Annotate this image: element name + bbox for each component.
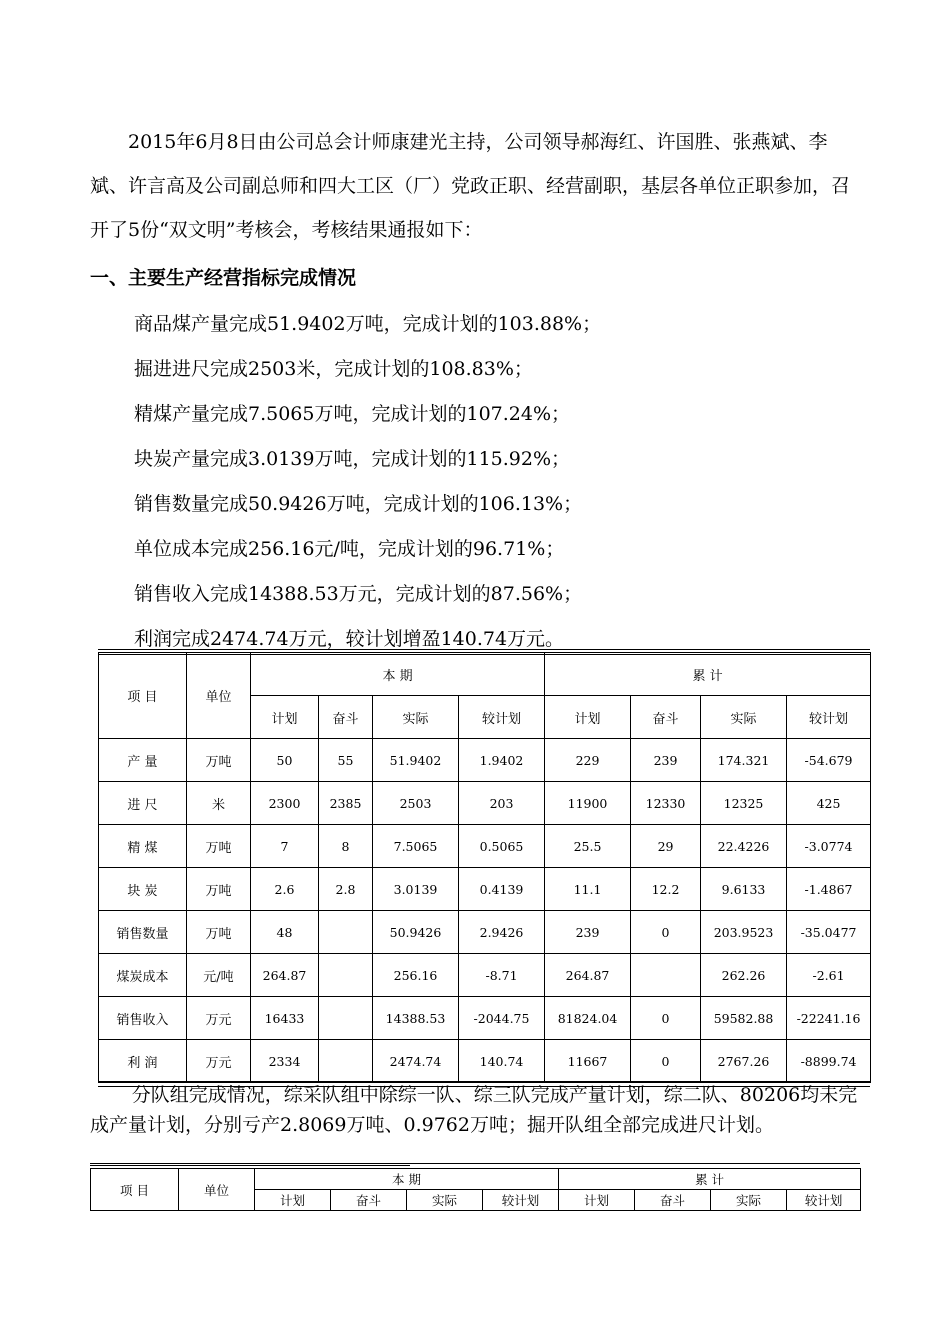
- indicator-item: 掘进进尺完成2503米，完成计划的108.83%；: [134, 358, 533, 380]
- value-cell: 264.87: [251, 954, 319, 997]
- header-current-period: 本 期: [251, 653, 545, 696]
- value-cell: 0: [631, 997, 701, 1040]
- value-cell: [319, 1040, 373, 1083]
- table2-header-row: [91, 1169, 861, 1190]
- value-cell: -2.61: [787, 954, 871, 997]
- value-cell: 11.1: [545, 868, 631, 911]
- value-cell: 12330: [631, 782, 701, 825]
- value-cell: 48: [251, 911, 319, 954]
- value-cell: 203: [459, 782, 545, 825]
- table-row: [99, 782, 871, 825]
- value-cell: 2474.74: [373, 1040, 459, 1083]
- indicator-list: [134, 302, 601, 662]
- row-item-cell: 销售收入: [99, 997, 187, 1040]
- value-cell: 2.8: [319, 868, 373, 911]
- subheader-cell: 奋斗: [331, 1190, 407, 1211]
- value-cell: 59582.88: [701, 997, 787, 1040]
- subheader-cell: 较计划: [787, 1190, 861, 1211]
- value-cell: -22241.16: [787, 997, 871, 1040]
- value-cell: 7.5065: [373, 825, 459, 868]
- value-cell: 2767.26: [701, 1040, 787, 1083]
- value-cell: 425: [787, 782, 871, 825]
- row-unit-cell: 万元: [187, 997, 251, 1040]
- value-cell: 2.6: [251, 868, 319, 911]
- subheader-cell: 计划: [251, 696, 319, 739]
- row-item-cell: 销售数量: [99, 911, 187, 954]
- subheader-cell: 奋斗: [635, 1190, 711, 1211]
- value-cell: 11900: [545, 782, 631, 825]
- subheader-cell: 较计划: [787, 696, 871, 739]
- indicator-item: 利润完成2474.74万元，较计划增盈140.74万元。: [134, 628, 565, 650]
- value-cell: 0: [631, 1040, 701, 1083]
- value-cell: 1.9402: [459, 739, 545, 782]
- value-cell: 9.6133: [701, 868, 787, 911]
- value-cell: -3.0774: [787, 825, 871, 868]
- row-unit-cell: 万吨: [187, 868, 251, 911]
- table-row: [99, 739, 871, 782]
- header-unit: 单位: [187, 653, 251, 739]
- subheader-cell: 计划: [255, 1190, 331, 1211]
- header-cumulative: 累 计: [559, 1169, 861, 1190]
- value-cell: [631, 954, 701, 997]
- subheader-cell: 奋斗: [319, 696, 373, 739]
- indicator-item: 精煤产量完成7.5065万吨，完成计划的107.24%；: [134, 403, 571, 425]
- value-cell: 239: [631, 739, 701, 782]
- value-cell: 203.9523: [701, 911, 787, 954]
- value-cell: 12325: [701, 782, 787, 825]
- row-item-cell: 块 炭: [99, 868, 187, 911]
- subheader-cell: 奋斗: [631, 696, 701, 739]
- indicator-item: 块炭产量完成3.0139万吨，完成计划的115.92%；: [134, 448, 571, 470]
- value-cell: 11667: [545, 1040, 631, 1083]
- value-cell: 0: [631, 911, 701, 954]
- value-cell: 25.5: [545, 825, 631, 868]
- value-cell: 140.74: [459, 1040, 545, 1083]
- value-cell: 229: [545, 739, 631, 782]
- subheader-cell: 计划: [545, 696, 631, 739]
- value-cell: 29: [631, 825, 701, 868]
- table-row: [99, 997, 871, 1040]
- value-cell: 2503: [373, 782, 459, 825]
- value-cell: -8899.74: [787, 1040, 871, 1083]
- value-cell: 81824.04: [545, 997, 631, 1040]
- value-cell: 8: [319, 825, 373, 868]
- table-header-row: [99, 653, 871, 696]
- team-paragraph: 分队组完成情况，综采队组中除综一队、综三队完成产量计划，综二队、80206均未完成产量计划，分别亏产2.8069万吨、0.9762万吨；掘开队组全部完成进尺计划。: [90, 1084, 858, 1136]
- value-cell: 2334: [251, 1040, 319, 1083]
- team-table: [90, 1168, 861, 1211]
- row-unit-cell: 米: [187, 782, 251, 825]
- indicator-item: 销售收入完成14388.53万元，完成计划的87.56%；: [134, 583, 583, 605]
- row-item-cell: 进 尺: [99, 782, 187, 825]
- value-cell: [319, 911, 373, 954]
- value-cell: 2300: [251, 782, 319, 825]
- indicators-table: [98, 652, 871, 1083]
- indicator-item: 商品煤产量完成51.9402万吨，完成计划的103.88%；: [134, 313, 602, 335]
- row-unit-cell: 万元: [187, 1040, 251, 1083]
- value-cell: -8.71: [459, 954, 545, 997]
- subheader-cell: 实际: [711, 1190, 787, 1211]
- value-cell: 50.9426: [373, 911, 459, 954]
- row-unit-cell: 万吨: [187, 825, 251, 868]
- value-cell: 3.0139: [373, 868, 459, 911]
- table-row: [99, 825, 871, 868]
- table-row: [99, 1040, 871, 1083]
- value-cell: 12.2: [631, 868, 701, 911]
- subheader-cell: 计划: [559, 1190, 635, 1211]
- subheader-cell: 较计划: [459, 696, 545, 739]
- value-cell: 16433: [251, 997, 319, 1040]
- value-cell: 55: [319, 739, 373, 782]
- row-item-cell: 煤炭成本: [99, 954, 187, 997]
- subheader-cell: 实际: [701, 696, 787, 739]
- value-cell: -1.4867: [787, 868, 871, 911]
- value-cell: 51.9402: [373, 739, 459, 782]
- indicator-item: 销售数量完成50.9426万吨，完成计划的106.13%；: [134, 493, 583, 515]
- value-cell: 174.321: [701, 739, 787, 782]
- value-cell: 2385: [319, 782, 373, 825]
- row-unit-cell: 万吨: [187, 911, 251, 954]
- value-cell: 262.26: [701, 954, 787, 997]
- header-current-period: 本 期: [255, 1169, 559, 1190]
- header-item: 项 目: [91, 1169, 179, 1211]
- intro-paragraph: 2015年6月8日由公司总会计师康建光主持，公司领导郝海红、许国胜、张燕斌、李斌、许言高及公司副总师和四大工区（厂）党政正职、经营副职，基层各单位正职参加，召开了5份“双文明”考核会，考核结果通报如下：: [90, 131, 851, 241]
- subheader-cell: 实际: [407, 1190, 483, 1211]
- header-cumulative: 累 计: [545, 653, 871, 696]
- indicator-item: 单位成本完成256.16元/吨，完成计划的96.71%；: [134, 538, 565, 560]
- value-cell: 2.9426: [459, 911, 545, 954]
- value-cell: 0.5065: [459, 825, 545, 868]
- value-cell: -35.0477: [787, 911, 871, 954]
- row-unit-cell: 元/吨: [187, 954, 251, 997]
- header-item: 项 目: [99, 653, 187, 739]
- value-cell: 7: [251, 825, 319, 868]
- row-unit-cell: 万吨: [187, 739, 251, 782]
- value-cell: [319, 954, 373, 997]
- value-cell: 0.4139: [459, 868, 545, 911]
- value-cell: -2044.75: [459, 997, 545, 1040]
- row-item-cell: 精 煤: [99, 825, 187, 868]
- row-item-cell: 产 量: [99, 739, 187, 782]
- subheader-cell: 实际: [373, 696, 459, 739]
- value-cell: -54.679: [787, 739, 871, 782]
- value-cell: 264.87: [545, 954, 631, 997]
- section-heading: 一、主要生产经营指标完成情况: [90, 267, 357, 289]
- value-cell: [319, 997, 373, 1040]
- value-cell: 14388.53: [373, 997, 459, 1040]
- row-item-cell: 利 润: [99, 1040, 187, 1083]
- value-cell: 22.4226: [701, 825, 787, 868]
- table-row: [99, 954, 871, 997]
- table-row: [99, 868, 871, 911]
- value-cell: 256.16: [373, 954, 459, 997]
- table-row: [99, 911, 871, 954]
- value-cell: 239: [545, 911, 631, 954]
- value-cell: 50: [251, 739, 319, 782]
- subheader-cell: 较计划: [483, 1190, 559, 1211]
- header-unit: 单位: [179, 1169, 255, 1211]
